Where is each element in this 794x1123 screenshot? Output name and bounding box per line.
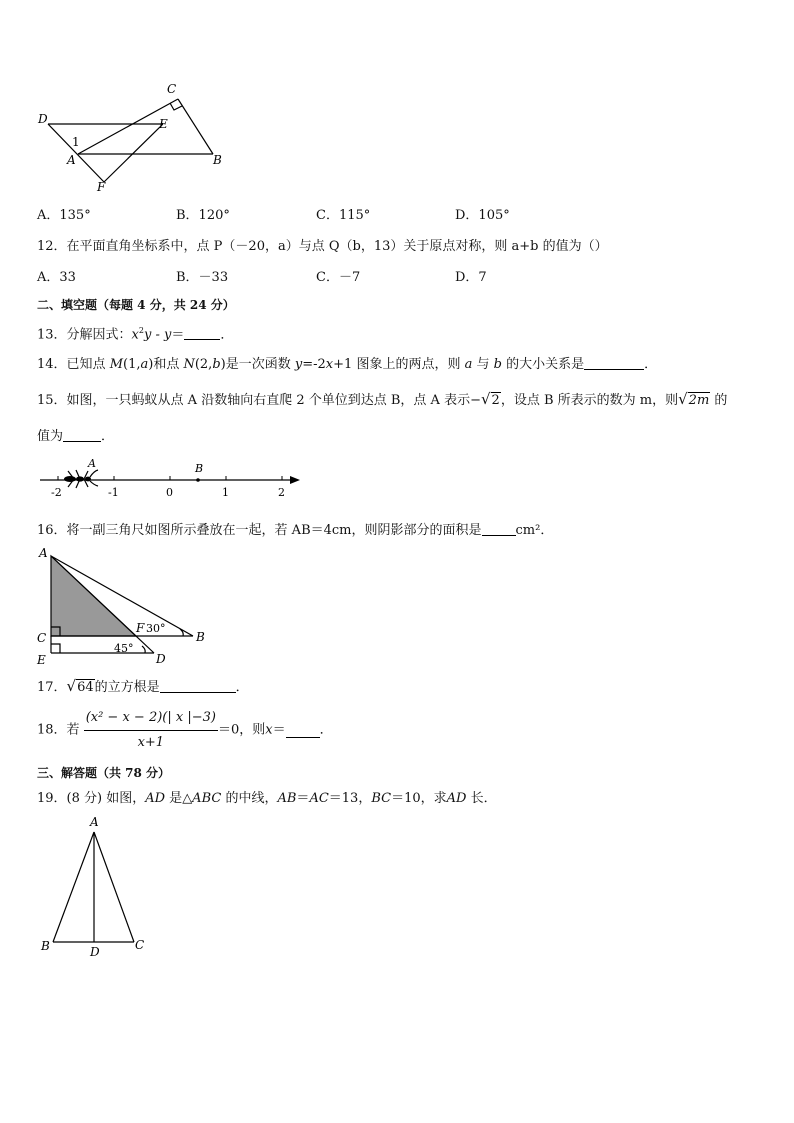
figure-q19	[35, 812, 155, 960]
q15-line-2-text: 值为	[37, 429, 64, 444]
q16-text	[37, 521, 553, 540]
q18-denominator: x+1	[137, 735, 165, 750]
q18-fraction	[84, 708, 218, 753]
q14-var-b: b	[212, 357, 221, 372]
q17-text	[37, 677, 249, 697]
figure-q11	[30, 78, 240, 198]
q19-eq-3: ＝10，求	[391, 791, 447, 806]
q12-option-a[interactable]: A．33	[37, 270, 76, 285]
q14-part-1: 14．已知点	[37, 357, 110, 372]
figure-q16	[30, 543, 220, 670]
number-line-figure	[38, 455, 308, 503]
q14-func-y: y	[294, 357, 303, 372]
q19-ad-2: AD	[446, 791, 467, 806]
q12-text: 12．在平面直角坐标系中，点 P（－20，a）与点 Q（b，13）关于原点对称，则 a+b 的值为（）	[37, 239, 608, 254]
q19-bc: BC	[371, 791, 392, 806]
q17-number: 17．	[37, 680, 67, 695]
q18-post: ＝0，则	[217, 722, 266, 738]
label-c: C	[167, 82, 177, 96]
q13-answer-blank[interactable]	[184, 325, 220, 340]
q15-end: ．	[101, 429, 115, 444]
q18-numerator: (x² − x − 2)(| x |−3)	[84, 708, 218, 731]
q14-part-3: 是一次函数	[225, 357, 295, 372]
q11-option-b[interactable]: B．120°	[176, 208, 230, 223]
q15-radicand-1: 2	[491, 393, 500, 408]
line-df	[48, 124, 104, 182]
q14-close-2: )	[220, 357, 226, 372]
label-a: A	[90, 815, 99, 829]
label-angle-30: 30°	[146, 622, 166, 635]
right-angle-mark-c	[170, 103, 182, 110]
label-f: F	[97, 180, 106, 194]
axis-arrow-icon	[290, 476, 300, 484]
q13-expr-x: x	[131, 327, 139, 343]
q13-text	[37, 322, 233, 344]
q19-triangle: △ABC	[182, 791, 222, 806]
label-c: C	[135, 938, 145, 952]
ant-icon	[64, 470, 98, 488]
q11-option-c[interactable]: C．115°	[316, 208, 371, 223]
section-2-title: 二、填空题（每题 4 分，共 24 分）	[37, 298, 235, 312]
q17-answer-blank[interactable]	[160, 678, 236, 693]
q15-minus: −	[470, 393, 481, 408]
tick-marks	[58, 476, 282, 480]
q14-var-a-2: a	[464, 357, 473, 372]
q15-part-2: ，设点 B 所表示的数为 m，则	[500, 393, 679, 408]
label-a: A	[88, 457, 96, 470]
tick-label: 1	[222, 486, 229, 499]
q14-answer-blank[interactable]	[584, 355, 644, 370]
label-angle-1: 1	[72, 135, 80, 149]
tick-label: 2	[278, 486, 285, 499]
q19-part-1: 19．(8 分) 如图，	[37, 791, 146, 806]
q13-end: ．	[220, 327, 234, 343]
q19-eq-1: ＝	[296, 791, 310, 806]
label-b: B	[196, 630, 205, 644]
q18-var: x	[265, 722, 273, 738]
q12-option-b[interactable]: B．－33	[176, 270, 229, 285]
q15-part-3: 的	[710, 393, 728, 408]
label-a: A	[67, 153, 76, 167]
q14-point-n: N	[183, 357, 195, 372]
label-e: E	[159, 117, 168, 131]
q13-eq: ＝	[171, 327, 185, 343]
label-b: B	[41, 939, 50, 953]
label-d: D	[38, 112, 48, 126]
q14-func-x: x	[325, 357, 334, 372]
q19-ad: AD	[145, 791, 166, 806]
q19-part-3: 的中线，	[221, 791, 278, 806]
q18-end: ．	[319, 722, 333, 738]
angle-arc-d	[142, 646, 145, 653]
q19-part-2: 是	[165, 791, 183, 806]
q16-answer-blank[interactable]	[482, 521, 516, 536]
q14-part-4: 图象上的两点，则	[352, 357, 465, 372]
section-3-title: 三、解答题（共 78 分）	[37, 766, 171, 780]
tick-label: -2	[51, 486, 62, 499]
label-a: A	[39, 546, 48, 560]
q14-point-m: M	[109, 357, 123, 372]
line-fe	[104, 124, 163, 182]
label-f: F	[136, 621, 145, 635]
q15-line-2	[37, 427, 114, 446]
q18-text	[37, 708, 333, 753]
q13-prefix: 13．分解因式：	[37, 327, 132, 343]
point-b-dot	[196, 478, 200, 482]
q19-text	[37, 790, 497, 808]
label-b: B	[213, 153, 222, 167]
q14-part-2: 和点	[153, 357, 184, 372]
line-ab	[53, 832, 94, 942]
q14-text	[37, 355, 657, 374]
q18-prefix: 18．若	[37, 722, 80, 738]
q14-var-a: a	[140, 357, 149, 372]
label-angle-45: 45°	[114, 642, 134, 655]
q16-stem: 16．将一副三角尺如图所示叠放在一起，若 AB＝4cm，则阴影部分的面积是	[37, 523, 482, 538]
label-d: D	[156, 652, 166, 666]
q14-func-rest: +1	[333, 357, 353, 372]
q12-option-c[interactable]: C．－7	[316, 270, 361, 285]
line-ac	[94, 832, 134, 942]
q12-option-d[interactable]: D．7	[455, 270, 487, 285]
q16-end: ．	[540, 523, 554, 538]
label-c: C	[37, 631, 47, 645]
radical-sign-icon: √	[480, 390, 491, 408]
tick-label: 0	[166, 486, 173, 499]
label-e: E	[37, 653, 46, 667]
q14-close-1: )	[148, 357, 154, 372]
q17-end: ．	[235, 680, 249, 695]
q14-n-args: (2,	[194, 357, 213, 372]
radical-sign-icon: √	[678, 390, 688, 408]
q14-part-5: 与	[472, 357, 494, 372]
q14-var-b-2: b	[493, 357, 502, 372]
q15-text	[37, 390, 727, 410]
q14-func-eq: =-2	[302, 357, 326, 372]
q14-m-args: (1,	[123, 357, 141, 372]
q17-radicand: 64	[77, 680, 94, 695]
q15-part-1: 15．如图，一只蚂蚁从点 A 沿数轴向右直爬 2 个单位到达点 B，点 A 表示	[37, 393, 471, 408]
q13-expr-sup: 2	[138, 326, 144, 335]
q19-ab: AB	[277, 791, 297, 806]
q16-unit: cm²	[515, 523, 541, 538]
q17-stem: 的立方根是	[94, 680, 160, 695]
label-b: B	[195, 462, 204, 475]
q14-end: ．	[644, 357, 658, 372]
q19-ac: AC	[309, 791, 329, 806]
q14-part-6: 的大小关系是	[501, 357, 585, 372]
right-angle-mark-e	[51, 644, 60, 653]
q18-answer-blank[interactable]	[286, 723, 320, 738]
tick-label: -1	[108, 486, 119, 499]
q15-radicand-2: 2m	[688, 393, 710, 408]
q13-expr-rest: y - y	[143, 327, 172, 343]
q15-answer-blank[interactable]	[63, 427, 101, 442]
q11-option-d[interactable]: D．105°	[455, 208, 510, 223]
q18-eq: ＝	[272, 722, 286, 738]
label-d: D	[90, 945, 100, 959]
line-cb	[178, 99, 213, 154]
q19-eq-2: ＝13，	[328, 791, 372, 806]
q19-part-4: 长．	[466, 791, 497, 806]
radical-sign-icon: √	[66, 677, 77, 695]
q11-option-a[interactable]: A．135°	[37, 208, 91, 223]
